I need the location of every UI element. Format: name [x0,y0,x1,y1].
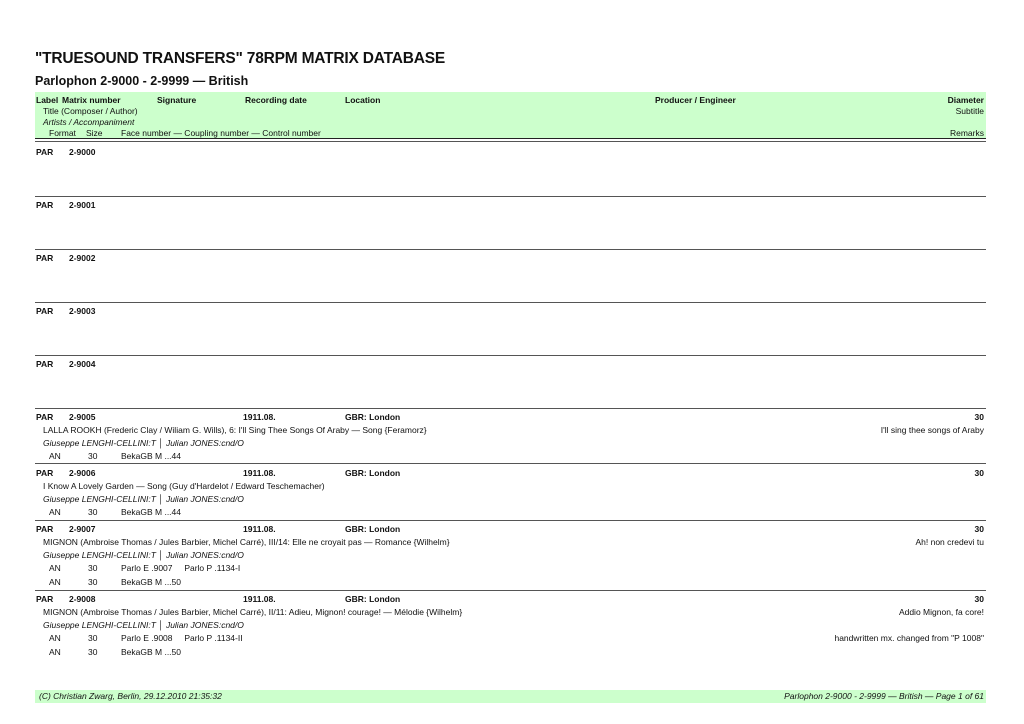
header-artists: Artists / Accompaniment [43,117,135,127]
record-2-9008 [35,589,986,661]
record-subtitle: I'll sing thee songs of Araby [880,425,984,435]
issue-format: AN [49,647,61,657]
header-diameter: Diameter [947,95,984,105]
record-separator [35,520,986,521]
record-matrix: 2-9005 [69,412,96,422]
record-date: 1911.08. [243,594,276,604]
record-location: GBR: London [345,594,401,604]
record-location: GBR: London [345,468,401,478]
record-separator [35,249,986,250]
header-recording-date: Recording date [245,95,307,105]
record-matrix: 2-9007 [69,524,96,534]
record-diameter: 30 [974,594,984,604]
record-artists: Giuseppe LENGHI-CELLINI:T │ Julian JONES:cnd/O [43,550,244,560]
record-separator [35,302,986,303]
column-header [35,92,986,139]
issue-numbers: BekaGB M ...44 [121,507,181,517]
record-2-9000 [35,141,986,194]
record-matrix: 2-9002 [69,253,96,263]
header-producer: Producer / Engineer [655,95,736,105]
issue-size: 30 [88,647,98,657]
record-2-9001 [35,194,986,247]
header-signature: Signature [157,95,197,105]
footer-page-info: Parlophon 2-9000 - 2-9999 — British — Page 1 of 61 [784,691,984,701]
issue-format: AN [49,577,61,587]
issue-size: 30 [88,507,98,517]
record-location: GBR: London [345,524,401,534]
header-format: Format [49,128,76,138]
record-matrix: 2-9008 [69,594,96,604]
record-label: PAR [36,147,54,157]
issue-format: AN [49,563,61,573]
record-diameter: 30 [974,468,984,478]
header-subtitle: Subtitle [955,106,984,116]
record-title: I Know A Lovely Garden — Song (Guy d'Hardelot / Edward Teschemacher) [43,481,325,491]
record-label: PAR [36,524,54,534]
record-label: PAR [36,359,54,369]
header-location: Location [345,95,381,105]
record-2-9005 [35,406,986,463]
issue-format: AN [49,633,61,643]
record-label: PAR [36,468,54,478]
issue-numbers: Parlo E .9008 Parlo P .1134-II [121,633,243,643]
record-matrix: 2-9003 [69,306,96,316]
record-2-9007 [35,519,986,589]
record-artists: Giuseppe LENGHI-CELLINI:T │ Julian JONES:cnd/O [43,494,244,504]
record-label: PAR [36,253,54,263]
page-subtitle: Parlophon 2-9000 - 2-9999 — British [35,74,249,88]
header-label: Label [36,95,59,105]
record-matrix: 2-9001 [69,200,96,210]
record-date: 1911.08. [243,412,276,422]
record-separator [35,141,986,142]
record-diameter: 30 [974,524,984,534]
record-label: PAR [36,306,54,316]
header-remarks: Remarks [949,128,984,138]
record-label: PAR [36,200,54,210]
record-label: PAR [36,594,54,604]
page-title: "TRUESOUND TRANSFERS" 78RPM MATRIX DATABASE [35,50,445,67]
record-title: LALLA ROOKH (Frederic Clay / Wiliam G. Wills), 6: I'll Sing Thee Songs Of Araby — Song {Feramorz} [43,425,427,435]
record-separator [35,196,986,197]
record-separator [35,355,986,356]
record-diameter: 30 [974,412,984,422]
record-matrix: 2-9004 [69,359,96,369]
record-label: PAR [36,412,54,422]
issue-size: 30 [88,633,98,643]
record-2-9002 [35,247,986,300]
record-matrix: 2-9006 [69,468,96,478]
issue-size: 30 [88,577,98,587]
record-location: GBR: London [345,412,401,422]
header-matrix: Matrix number [62,95,121,105]
issue-size: 30 [88,451,98,461]
issue-numbers: BekaGB M ...50 [121,647,181,657]
record-separator [35,590,986,591]
record-2-9004 [35,353,986,406]
issue-remark: handwritten mx. changed from "P 1008" [834,633,984,643]
record-artists: Giuseppe LENGHI-CELLINI:T │ Julian JONES:cnd/O [43,438,244,448]
record-date: 1911.08. [243,524,276,534]
footer-copyright: (C) Christian Zwarg, Berlin, 29.12.2010 21:35:32 [39,691,222,701]
record-matrix: 2-9000 [69,147,96,157]
record-subtitle: Ah! non credevi tu [915,537,984,547]
header-size: Size [86,128,103,138]
issue-format: AN [49,507,61,517]
record-title: MIGNON (Ambroise Thomas / Jules Barbier, Michel Carré), II/11: Adieu, Mignon! courage! — Mélodie {Wilhelm} [43,607,463,617]
record-date: 1911.08. [243,468,276,478]
record-subtitle: Addio Mignon, fa core! [898,607,984,617]
issue-size: 30 [88,563,98,573]
record-title: MIGNON (Ambroise Thomas / Jules Barbier, Michel Carré), III/14: Elle ne croyait pas — Romance {Wilhelm} [43,537,450,547]
issue-numbers: BekaGB M ...44 [121,451,181,461]
issue-numbers: Parlo E .9007 Parlo P .1134-I [121,563,241,573]
record-separator [35,463,986,464]
issue-format: AN [49,451,61,461]
record-2-9003 [35,300,986,353]
header-title-line: Title (Composer / Author) [43,106,138,116]
page-footer [35,690,986,703]
record-separator [35,408,986,409]
issue-numbers: BekaGB M ...50 [121,577,181,587]
header-face-numbers: Face number — Coupling number — Control number [121,128,321,138]
record-artists: Giuseppe LENGHI-CELLINI:T │ Julian JONES:cnd/O [43,620,244,630]
record-2-9006 [35,463,986,519]
